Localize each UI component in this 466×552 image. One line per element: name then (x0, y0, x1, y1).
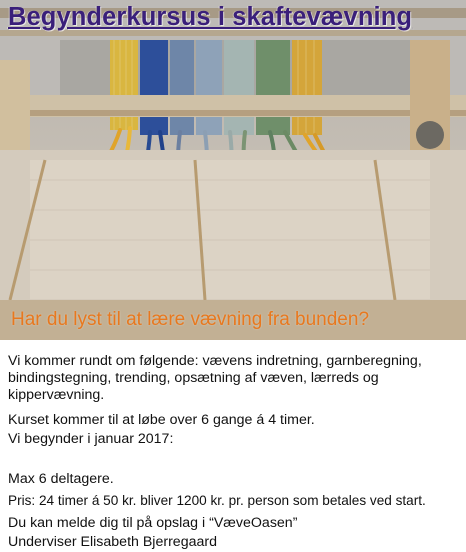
subtitle: Har du lyst til at lære vævning fra bunden? (11, 309, 370, 330)
start-text: Vi begynder i januar 2017: (8, 431, 174, 447)
topics-line-2: bindingstegning, trending, opsætning af væven, lærreds og (8, 370, 379, 386)
max-participants-text: Max 6 deltagere. (8, 471, 114, 487)
instructor-text: Underviser Elisabeth Bjerregaard (8, 534, 217, 550)
course-description (0, 340, 466, 552)
duration-text: Kurset kommer til at løbe over 6 gange á 4 timer. (8, 412, 315, 428)
signup-text: Du kan melde dig til på opslag i “VæveOasen” (8, 515, 298, 531)
topics-line-1: Vi kommer rundt om følgende: vævens indretning, garnberegning, (8, 353, 422, 369)
topics-line-3: kippervævning. (8, 387, 105, 403)
price-text: Pris: 24 timer á 50 kr. bliver 1200 kr. pr. person som betales ved start. (8, 493, 426, 508)
page-title: Begynderkursus i skaftevævning (8, 3, 413, 31)
